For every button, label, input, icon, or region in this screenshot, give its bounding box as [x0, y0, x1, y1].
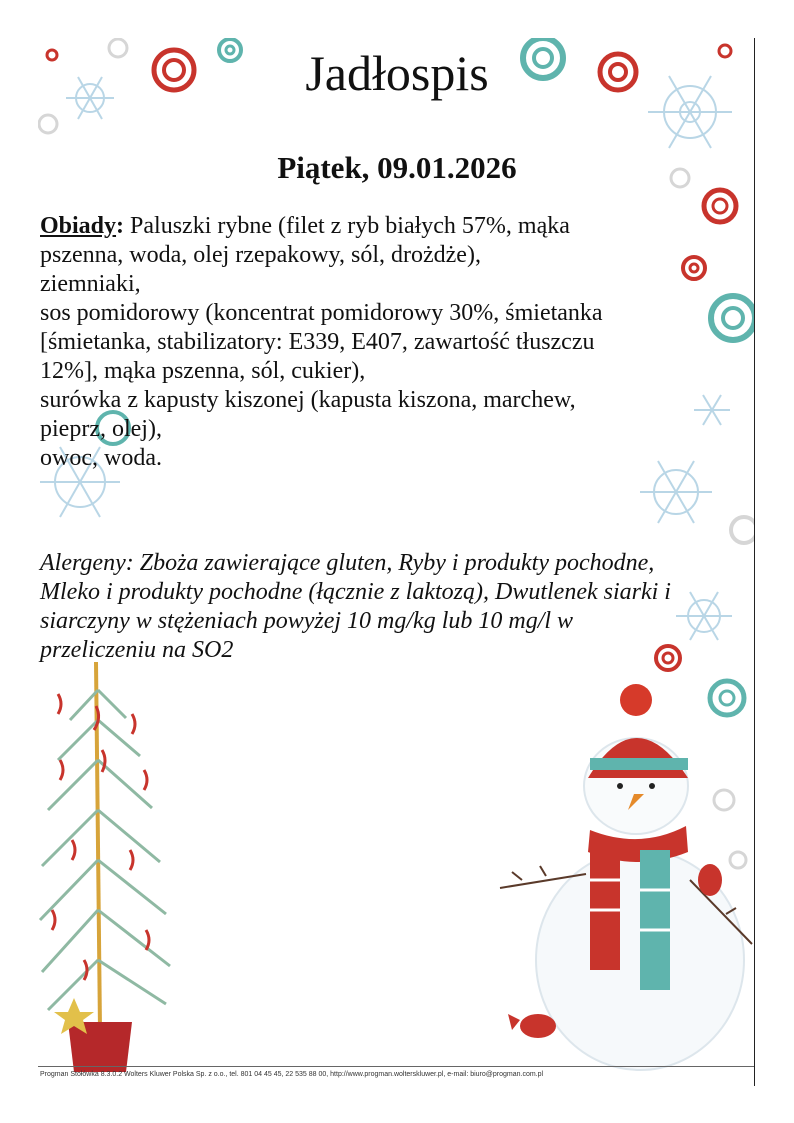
snowman-illustration — [500, 684, 752, 1070]
menu-line-text: Paluszki rybne (filet z ryb białych 57%, mąka — [130, 213, 570, 239]
menu-line: sos pomidorowy (koncentrat pomidorowy 30%, śmietanka — [40, 300, 603, 326]
menu-line — [40, 212, 752, 241]
lunch-menu — [40, 212, 752, 473]
menu-line: pieprz, olej), — [40, 416, 162, 442]
footer-credits: Progman Stołówka 8.3.0.2 Wolters Kluwer Polska Sp. z o.o., tel. 801 04 45 45, 22 535 88 00, http://www.progman.wolterskluwer.pl, e-mail: biuro@progman.com.pl — [40, 1071, 544, 1078]
allergens-info — [40, 549, 752, 665]
footer-divider — [38, 1066, 754, 1067]
menu-date: Piątek, 09.01.2026 — [277, 150, 517, 185]
allergens-line: Mleko i produkty pochodne (łącznie z laktozą), Dwutlenek siarki i — [40, 579, 671, 605]
menu-line: ziemniaki, — [40, 271, 141, 297]
christmas-tree-illustration — [40, 662, 170, 1072]
menu-line: owoc, woda. — [40, 445, 162, 471]
menu-line: [śmietanka, stabilizatory: E339, E407, zawartość tłuszczu — [40, 329, 595, 355]
meal-label: Obiady — [40, 213, 117, 239]
allergens-line: przeliczeniu na SO2 — [40, 637, 234, 663]
page-title: Jadłospis — [305, 45, 489, 101]
allergens-line: Alergeny: Zboża zawierające gluten, Ryby i produkty pochodne, — [40, 550, 655, 576]
menu-line: pszenna, woda, olej rzepakowy, sól, drożdże), — [40, 242, 481, 268]
page-border — [754, 38, 755, 1086]
menu-line: 12%], mąka pszenna, sól, cukier), — [40, 358, 366, 384]
menu-line: surówka z kapusty kiszonej (kapusta kiszona, marchew, — [40, 387, 576, 413]
allergens-line: siarczyny w stężeniach powyżej 10 mg/kg lub 10 mg/l w — [40, 608, 574, 634]
meal-label-colon: : — [116, 213, 125, 239]
